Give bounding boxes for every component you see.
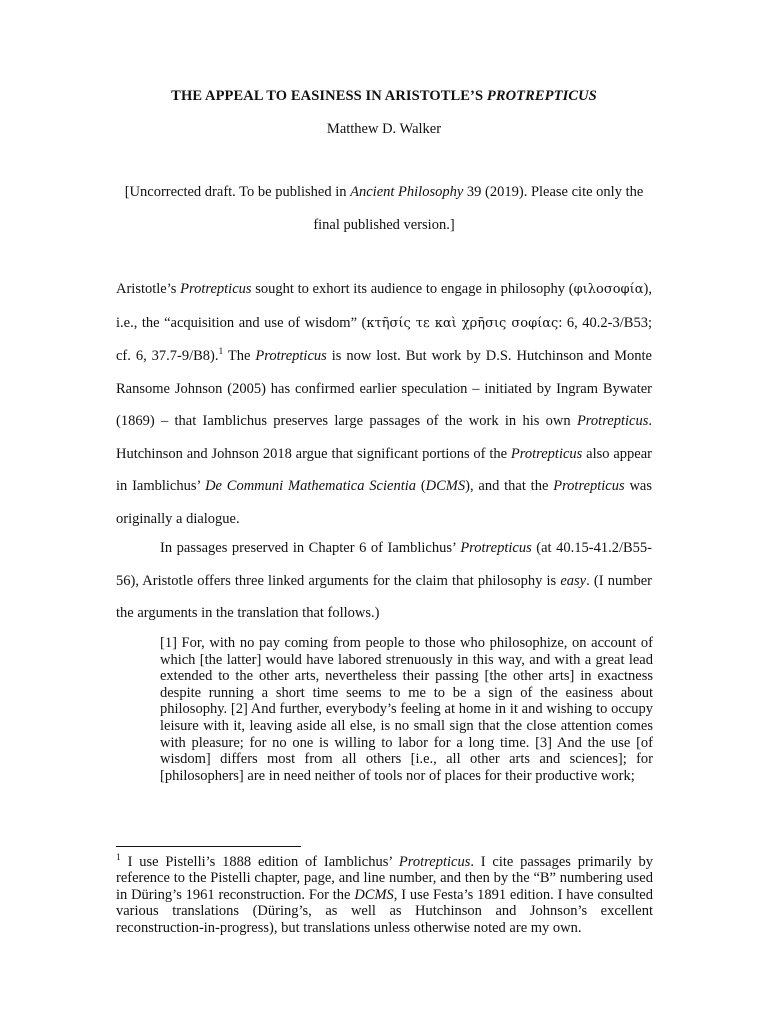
p1-text: sought to exhort its audience to engage in philosophy ( [251, 281, 574, 297]
title-italic: PROTREPTICUS [486, 88, 597, 104]
p2-italic: easy [560, 572, 587, 589]
title-text: THE APPEAL TO EASINESS IN ARISTOTLE’S [171, 88, 487, 104]
draft-note-part1: [Uncorrected draft. To be published in [124, 184, 351, 200]
p1-text: . Hutchinson and Johnson 2018 argue that significant portions of the [116, 413, 652, 462]
p1-italic: Protrepticus [510, 445, 583, 462]
p1-text: also appear in Iamblichus’ [116, 445, 652, 494]
p1-text: ( [416, 478, 426, 494]
block-quote: [1] For, with no pay coming from people to those who philosophize, on account of which [the latter] would have labored strenuously in this way, and with a great lead extended to the other arts, nevertheless their passing [the other arts] in exactness despite running a short time seems to me to be a sign of the easiness about philosophy. [2] And further, everybody’s feeling at home in it and wishing to occupy leisure with it, leaving aside all else, is no small sign that the close attention comes with pleasure; for no one is willing to labor for a long time. [3] And the use [of wisdom] differs most from all others [i.e., all other arts and sciences]; for [philosophers] are in need neither of tools nor of places for their productive work; [160, 635, 653, 784]
p1-text: was originally a dialogue. [116, 478, 652, 527]
p1-italic: Protrepticus [553, 478, 625, 494]
p1-greek: φιλοσοφία [573, 282, 644, 297]
p2-text: . (I number the arguments in the translation that follows.) [116, 572, 652, 621]
p1-italic: De Communi Mathematica Scientia [205, 478, 417, 494]
p1-italic: Protrepticus [180, 281, 252, 297]
footnote-divider [116, 846, 301, 847]
p1-italic: Protrepticus [255, 348, 327, 364]
draft-note [116, 176, 652, 241]
p2-italic: Protrepticus [460, 540, 532, 556]
footnote-marker: 1 [116, 853, 121, 864]
p1-text: Aristotle’s [116, 281, 181, 297]
footnote-italic: DCMS [354, 886, 394, 903]
p1-text: is now lost. But work by D.S. Hutchinson and Monte Ransome Johnson (2005) has confirmed earlier speculation – initiated by Ingram Bywater (1869) – that Iamblichus preserves large passages of the work in his own [116, 348, 652, 429]
paragraph-2 [116, 532, 652, 630]
p1-greek: κτῆσίς τε καὶ χρῆσις σοφίας [366, 315, 559, 331]
p2-text: In passages preserved in Chapter 6 of Iamblichus’ [160, 540, 461, 556]
author-name: Matthew D. Walker [326, 121, 442, 137]
paragraph-1 [116, 273, 652, 535]
p1-italic: Protrepticus [576, 413, 649, 429]
footnote-text: I use Pistelli’s 1888 edition of Iamblichus’ [120, 854, 399, 870]
journal-name: Ancient Philosophy [350, 184, 464, 200]
paper-title [0, 88, 768, 105]
footnote-text: . I cite passages primarily by reference to the Pistelli chapter, page, and line number, and then by the “B” numbering used in Düring’s 1961 reconstruction. For the [116, 854, 653, 903]
p1-text: ), i.e., the “acquisition and use of wisdom” ( [116, 281, 652, 331]
p1-italic: DCMS [425, 478, 466, 494]
footnote-italic: Protrepticus [398, 854, 471, 870]
footnote-text: , I use Festa’s 1891 edition. I have consulted various translations (Düring’s, as well as Hutchinson and Johnson’s excellent reconstruction-in-progress), but translations unless otherwise noted are my own. [116, 886, 653, 936]
p1-text: ), and that the [465, 478, 554, 494]
p1-text: : 6, 40.2-3/B53; cf. 6, 37.7-9/B8). [116, 314, 652, 364]
p2-text: (at 40.15-41.2/B55-56), Aristotle offers three linked arguments for the claim that philosophy is [116, 540, 652, 589]
footnote-1 [116, 854, 653, 936]
footnote-ref[interactable]: 1 [218, 347, 224, 358]
p1-text: The [223, 348, 256, 364]
draft-note-part2: 39 (2019). Please cite only the final published version.] [313, 184, 644, 233]
